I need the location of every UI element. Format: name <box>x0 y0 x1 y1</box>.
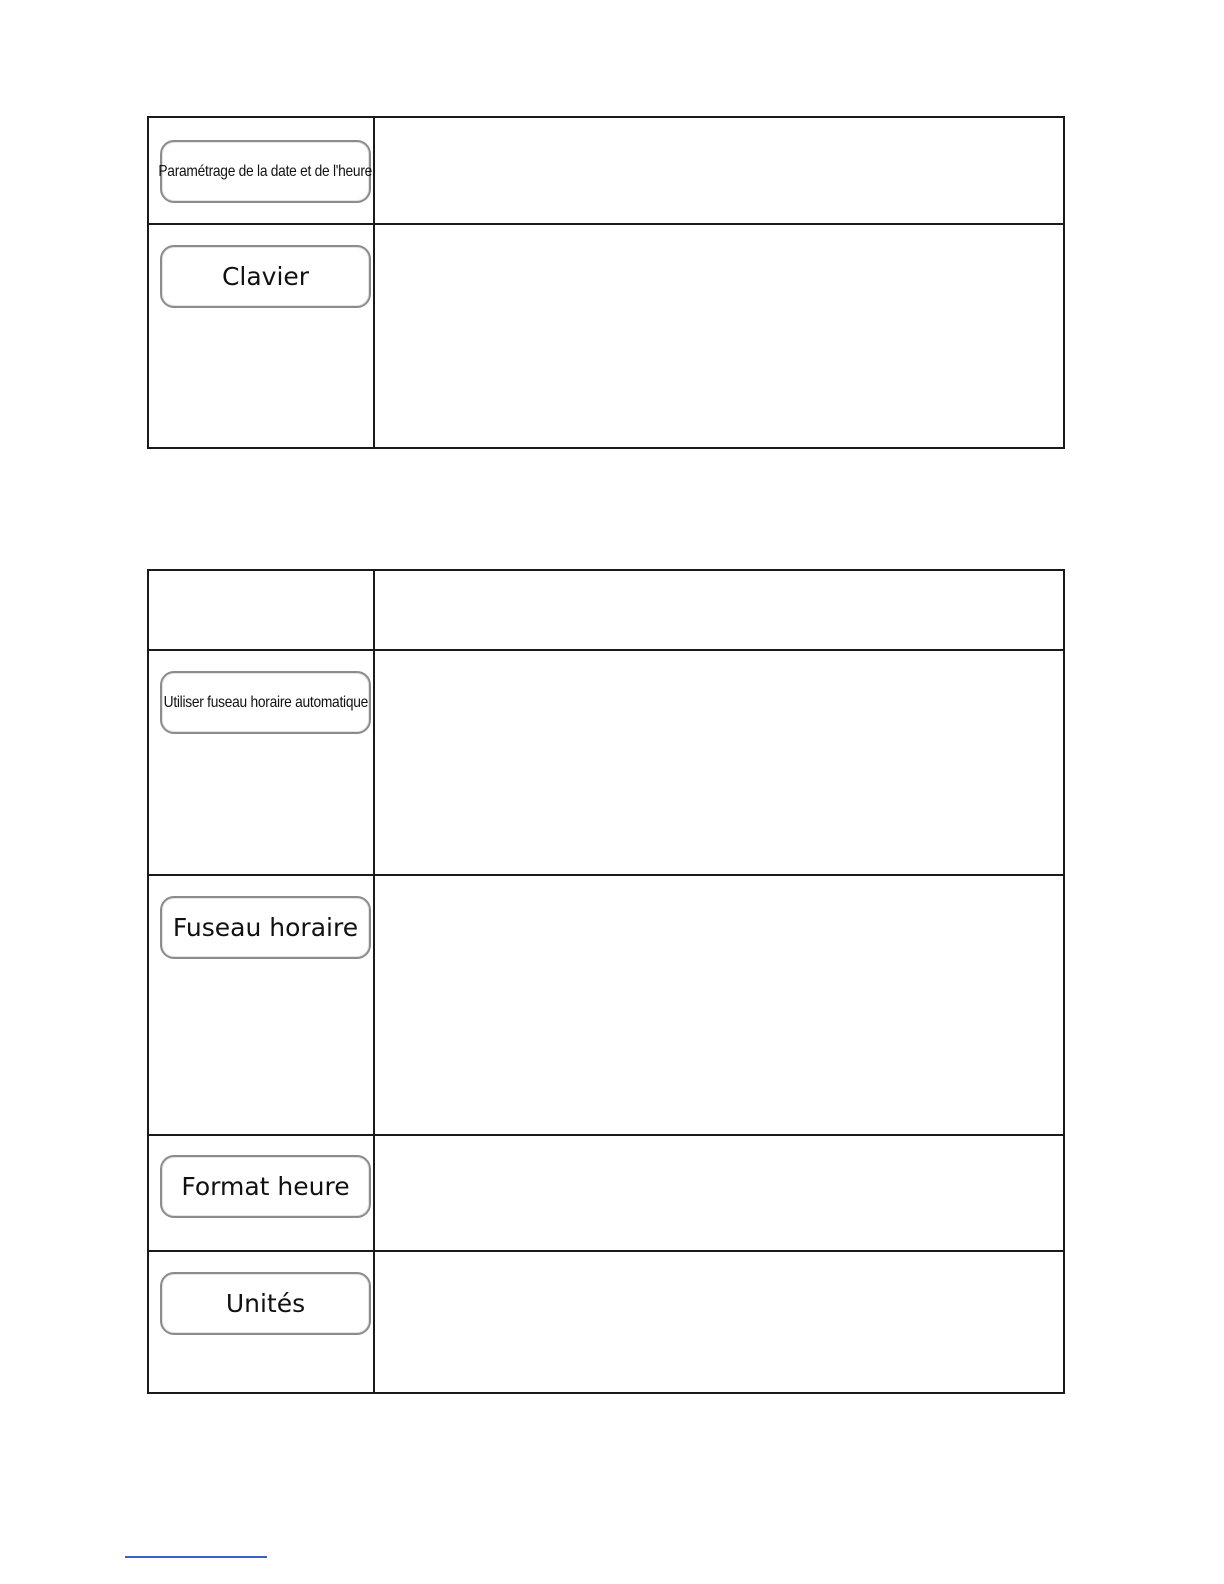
button-cell <box>149 876 375 1134</box>
description-cell <box>375 876 1063 1134</box>
button-cell <box>149 651 375 874</box>
table-row <box>149 876 1063 1136</box>
description-cell <box>375 1136 1063 1250</box>
date-time-settings-label: Paramétrage de la date et de l'heure <box>158 162 373 180</box>
description-cell <box>375 651 1063 874</box>
time-format-label: Format heure <box>181 1172 350 1201</box>
time-format-button[interactable] <box>160 1155 371 1218</box>
date-time-settings-button[interactable] <box>160 140 371 203</box>
button-cell <box>149 118 375 223</box>
keyboard-label: Clavier <box>221 262 310 291</box>
header-cell <box>149 571 375 649</box>
auto-timezone-label: Utiliser fuseau horaire automatique <box>163 693 368 711</box>
table-row <box>149 1136 1063 1252</box>
units-button[interactable] <box>160 1272 371 1335</box>
table-row <box>149 118 1063 225</box>
description-cell <box>375 225 1063 447</box>
timezone-label: Fuseau horaire <box>172 913 359 942</box>
description-cell <box>375 1252 1063 1392</box>
button-cell <box>149 1252 375 1392</box>
settings-table-1 <box>147 116 1065 449</box>
table-row <box>149 1252 1063 1392</box>
auto-timezone-button[interactable] <box>160 671 371 734</box>
header-cell <box>375 571 1063 649</box>
settings-table-2 <box>147 569 1065 1394</box>
keyboard-button[interactable] <box>160 245 371 308</box>
units-label: Unités <box>225 1289 306 1318</box>
description-cell <box>375 118 1063 223</box>
table-header-row <box>149 571 1063 651</box>
button-cell <box>149 1136 375 1250</box>
table-row <box>149 651 1063 876</box>
table-row <box>149 225 1063 447</box>
footer-divider <box>125 1556 267 1558</box>
timezone-button[interactable] <box>160 896 371 959</box>
button-cell <box>149 225 375 447</box>
